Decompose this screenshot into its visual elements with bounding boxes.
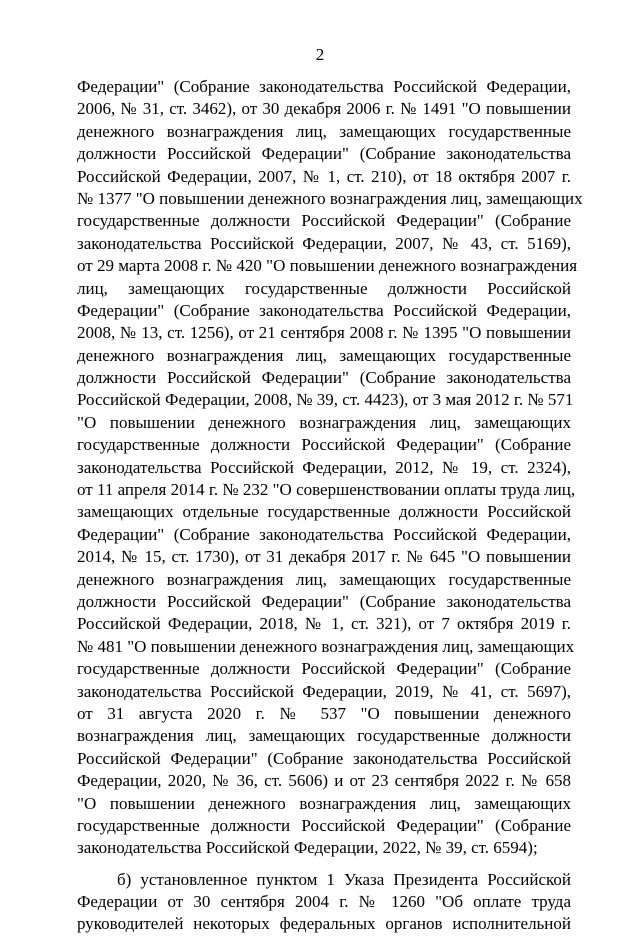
text-line: Российской Федерации, 2018, № 1, ст. 321), от 7 октября 2019 г. xyxy=(77,614,571,634)
text-line: б) установленное пунктом 1 Указа Президента Российской xyxy=(117,869,571,889)
text-line: должности Российской Федерации" (Собрание законодательства xyxy=(77,591,571,611)
text-line: Федерации, 2020, № 36, ст. 5606) и от 23 сентября 2022 г. № 658 xyxy=(77,771,571,791)
text-line: денежного вознаграждения лиц, замещающих государственные xyxy=(77,345,571,365)
text-line: Российской Федерации, 2007, № 1, ст. 210), от 18 октября 2007 г. xyxy=(77,166,571,186)
text-line: законодательства Российской Федерации, 2007, № 43, ст. 5169), xyxy=(77,233,571,253)
text-line: 2006, № 31, ст. 3462), от 30 декабря 2006 г. № 1491 "О повышении xyxy=(77,99,571,119)
text-line: Федерации" (Собрание законодательства Российской Федерации, xyxy=(77,77,571,96)
paragraph-2 xyxy=(77,869,571,936)
text-line: 2008, № 13, ст. 1256), от 21 сентября 2008 г. № 1395 "О повышении xyxy=(77,323,571,343)
text-line: Федерации от 30 сентября 2004 г. № 1260 "Об оплате труда xyxy=(77,892,571,912)
text-line: от 31 августа 2020 г. № 537 "О повышении денежного xyxy=(77,703,571,723)
text-line: государственные должности Российской Федерации" (Собрание xyxy=(77,211,571,231)
text-line: замещающих отдельные государственные должности Российской xyxy=(77,502,571,522)
text-line: государственные должности Российской Федерации" (Собрание xyxy=(77,659,571,679)
text-line: № 481 "О повышении денежного вознаграждения лиц, замещающих xyxy=(77,636,575,656)
text-line: государственные должности Российской Федерации" (Собрание xyxy=(77,815,571,835)
text-line: денежного вознаграждения лиц, замещающих государственные xyxy=(77,569,571,589)
text-line: № 1377 "О повышении денежного вознаграждения лиц, замещающих xyxy=(77,188,583,208)
text-line: должности Российской Федерации" (Собрание законодательства xyxy=(77,144,571,164)
text-line: вознаграждения лиц, замещающих государственные должности xyxy=(77,726,571,746)
text-line: законодательства Российской Федерации, 2022, № 39, ст. 6594); xyxy=(77,838,538,858)
text-line: законодательства Российской Федерации, 2019, № 41, ст. 5697), xyxy=(77,681,571,701)
text-line: "О повышении денежного вознаграждения лиц, замещающих xyxy=(77,412,571,432)
document-body xyxy=(77,76,583,936)
text-line: денежного вознаграждения лиц, замещающих государственные xyxy=(77,121,571,141)
text-line: государственные должности Российской Федерации" (Собрание xyxy=(77,435,571,455)
text-line: Федерации" (Собрание законодательства Российской Федерации, xyxy=(77,300,571,320)
text-line: от 29 марта 2008 г. № 420 "О повышении денежного вознаграждения xyxy=(77,256,578,276)
text-line: от 11 апреля 2014 г. № 232 "О совершенствовании оплаты труда лиц, xyxy=(77,480,576,500)
text-line: должности Российской Федерации" (Собрание законодательства xyxy=(77,368,571,388)
text-line: Федерации" (Собрание законодательства Российской Федерации, xyxy=(77,524,571,544)
page-number: 2 xyxy=(315,45,325,64)
text-line: Российской Федерации" (Собрание законодательства Российской xyxy=(77,748,571,768)
text-line: законодательства Российской Федерации, 2012, № 19, ст. 2324), xyxy=(77,457,571,477)
text-line: "О повышении денежного вознаграждения лиц, замещающих xyxy=(77,793,571,813)
paragraph-1 xyxy=(77,76,583,860)
text-line: лиц, замещающих государственные должности Российской xyxy=(77,278,571,298)
text-line: Российской Федерации, 2008, № 39, ст. 4423), от 3 мая 2012 г. № 571 xyxy=(77,390,574,410)
text-line: руководителей некоторых федеральных органов исполнительной xyxy=(77,914,571,934)
text-line: 2014, № 15, ст. 1730), от 31 декабря 2017 г. № 645 "О повышении xyxy=(77,547,571,567)
